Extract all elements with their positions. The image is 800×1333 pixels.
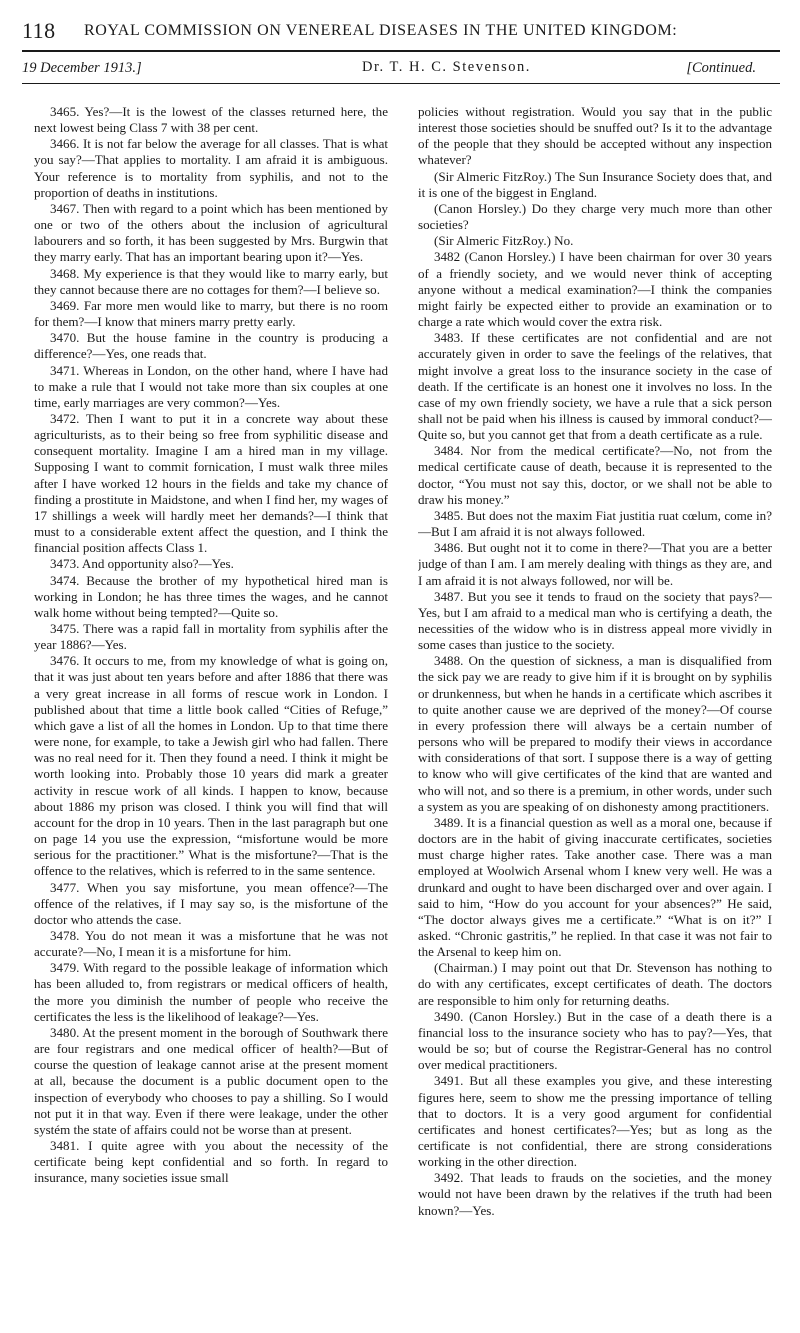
paragraph: 3489. It is a financial question as well as a moral one, because if doctors are in the habit of giving inaccurate certificates, societies must charge higher rates. Take another case. There was a man employed at Woolwich Arsenal whom I knew very well. He was a drunkard and ought to have been discharged over and over again. I said to him, “How do you account for your absences?” He said, “The doctor always gives me a certificate.” “What is on it?” I asked. “Chronic gastritis,” he replied. In that case it was not fair to the Arsenal to keep him on.: [418, 814, 772, 960]
right-column: [418, 104, 772, 1324]
paragraph: 3465. Yes?—It is the lowest of the classes returned here, the next lowest being Class 7 with 38 per cent.: [34, 104, 388, 136]
paragraph: 3467. Then with regard to a point which has been mentioned by one or two of the others about the inclusion of agricultural labourers and so forth, it has been suggested by Mrs. Burgwin that they marry early. That has an important bearing upon it?—Yes.: [34, 200, 388, 265]
paragraph: policies without registration. Would you say that in the public interest those societies should be snuffed out? Is it to the advantage of the people that they should be accepted without any inspection whatever?: [418, 104, 772, 168]
text-columns: [34, 104, 780, 1324]
paragraph: (Chairman.) I may point out that Dr. Stevenson has nothing to do with any certificates, except certificates of death. The doctors are responsible to him only for returning deaths.: [418, 960, 772, 1008]
paragraph: 3485. But does not the maxim Fiat justitia ruat cœlum, come in?—But I am afraid it is not always followed.: [418, 507, 772, 540]
witness-name: Dr. T. H. C. Stevenson.: [362, 59, 531, 75]
paragraph: 3473. And opportunity also?—Yes.: [50, 556, 234, 572]
date-rule: [22, 83, 780, 84]
paragraph: 3492. That leads to frauds on the societies, and the money would not have been drawn by the relatives if the truth had been known?—Yes.: [418, 1170, 772, 1218]
paragraph: 3490. (Canon Horsley.) But in the case of a death there is a financial loss to the insurance society who has to pay?—Yes, that would be so; but of course the Registrar-General has no control over medical practitioners.: [418, 1008, 772, 1073]
paragraph: (Canon Horsley.) Do they charge very much more than other societies?: [418, 200, 772, 233]
paragraph: 3475. There was a rapid fall in mortality from syphilis after the year 1886?—Yes.: [34, 621, 388, 653]
paragraph: 3478. You do not mean it was a misfortune that he was not accurate?—No, I mean it is a misfortune for him.: [34, 927, 388, 960]
running-head: [22, 8, 780, 42]
paragraph: 3472. Then I want to put it in a concrete way about these agriculturists, as to their being so free from syphilitic disease and consequent mortality. Imagine I am a hired man in my village. Supposing I want to commit fornication, I must walk three miles after I have worked 12 hours in the fields and take my chance of finding a prostitute in Maidstone, and when I find her, my wages of 17 shillings a week will hardly meet her demands?—I think that must to a considerable extent affect the question, and I think the financial position affects Class 1.: [34, 410, 388, 556]
paragraph: 3469. Far more men would like to marry, but there is no room for them?—I know that miners marry pretty early.: [34, 297, 388, 330]
paragraph: 3474. Because the brother of my hypothetical hired man is working in London; he has three times the wages, and he cannot walk home without being tempted?—Quite so.: [34, 572, 388, 620]
paragraph: 3482 (Canon Horsley.) I have been chairman for over 30 years of a friendly society, and we would never think of accepting anyone without a medical examination?—I think the companies might fairly be expected either to provide an examination or to charge a rate which would cover the extra risk.: [418, 249, 772, 330]
paragraph: 3488. On the question of sickness, a man is disqualified from the sick pay we are ready to give him if it is brought on by syphilis or drunkenness, but when he hands in a certificate which ascribes it to quite another cause we are deprived of the money?—Of course in every profession there will always be a certain number of persons who will be prepared to modify their views in accordance with considerations of that sort. I suppose there is a way of getting to know who will give certificates of the kind that are wanted and who will not, and so there is a premium, in other words, under such a system as you are speaking of on dishonesty among practitioners.: [418, 653, 772, 814]
paragraph: 3466. It is not far below the average for all classes. That is what you say?—That applies to mortality. I am afraid it is ambiguous. Your reference is to mortality from syphilis, and not to the proportion of deaths in institutions.: [34, 136, 388, 200]
paragraph: 3477. When you say misfortune, you mean offence?—The offence of the relatives, if I may say so, is the misfortune of the doctor who attends the case.: [34, 879, 388, 927]
page-number: 118: [22, 18, 56, 43]
paragraph: 3480. At the present moment in the borough of Southwark there are four registrars and one medical officer of health?—But of course the question of leakage cannot arise at the present moment at all, because the document is a public document open to the inspection of everybody who chooses to pay a shilling. So I would not put it in that way. Even if there were leakage, under the other systém the state of affairs could not be worse than at present.: [34, 1024, 388, 1137]
paragraph: (Sir Almeric FitzRoy.) No.: [434, 233, 574, 249]
paragraph: 3486. But ought not it to come in there?—That you are a better judge of than I am. I am merely dealing with things as they are, and I am afraid it is not always followed, nor will be.: [418, 540, 772, 588]
header-rule: [22, 50, 780, 52]
paragraph: (Sir Almeric FitzRoy.) The Sun Insurance Society does that, and it is one of the biggest in England.: [418, 168, 772, 200]
paragraph: 3481. I quite agree with you about the necessity of the certificate being kept confidential and so forth. In regard to insurance, many societies issue small: [34, 1138, 388, 1186]
paragraph: 3468. My experience is that they would like to marry early, but they cannot because there are no cottages for them?—I believe so.: [34, 265, 388, 297]
paragraph: 3487. But you see it tends to fraud on the society that pays?—Yes, but I am afraid to a medical man who is certifying a death, the necessities of the widow who is in distress appeal more vividly in some cases than justice to the society.: [418, 588, 772, 653]
hearing-date: 19 December 1913.]: [22, 60, 142, 76]
left-column: [34, 104, 388, 1324]
paragraph: 3476. It occurs to me, from my knowledge of what is going on, that it was just about ten years before and after 1886 that there was a very great increase in all forms of rescue work in London. I published about that time a little book called “Cities of Refuge,” which gave a list of all the homes in London. Up to that time there were none, for example, to take a Jewish girl who had fallen. There was no real need for it. Then they found a need. I think it might be worth looking into. Probably those 10 years did mark a greater activity in rescue work of all kinds. I happen to know, because about 1886 my prison was closed. I think you will find that will account for the drop in 10 years. Then in the last paragraph but one on page 14 you use the expression, “misfortune would be more serious for the practitioner.” What is the misfortune?—That is the offence to the relatives, which is referred to in the same sentence.: [34, 653, 388, 879]
paragraph: 3479. With regard to the possible leakage of information which has been alluded to, from registrars or medical officers of health, the more you diminish the number of people who receive the certificates the less is the likelihood of leakage?—Yes.: [34, 960, 388, 1024]
date-line: [22, 58, 780, 82]
paragraph: 3491. But all these examples you give, and these interesting figures here, seem to show me the pressing importance of telling that to doctors. It is a very good argument for confidential certificates and honest certificates?—Yes; but as long as the certificate is not confidential, there are strong considerations working in the other direction.: [418, 1073, 772, 1170]
paragraph: 3470. But the house famine in the country is producing a difference?—Yes, one reads that.: [34, 330, 388, 362]
running-title: ROYAL COMMISSION ON VENEREAL DISEASES IN THE UNITED KINGDOM:: [84, 22, 678, 39]
paragraph: 3483. If these certificates are not confidential and are not accurately given in order to save the feelings of the relatives, that might involve a great loss to the insurance society in the case of death. If the certificate is an honest one it involves no loss. In the case of my own friendly society, we have a rule that a sick person shall not be paid when his illness is caused by immoral conduct?—Quite so, but you cannot get that from a death certificate as a rule.: [418, 330, 772, 443]
paragraph: 3471. Whereas in London, on the other hand, where I have had to make a rule that I would not take more than six couples at one time, early marriages are very common?—Yes.: [34, 362, 388, 410]
continued-label: [Continued.: [686, 60, 756, 76]
paragraph: 3484. Nor from the medical certificate?—No, not from the medical certificate cause of death, because it is represented to the doctor, “You must not say this, doctor, or we shall not be able to draw his money.”: [418, 443, 772, 507]
